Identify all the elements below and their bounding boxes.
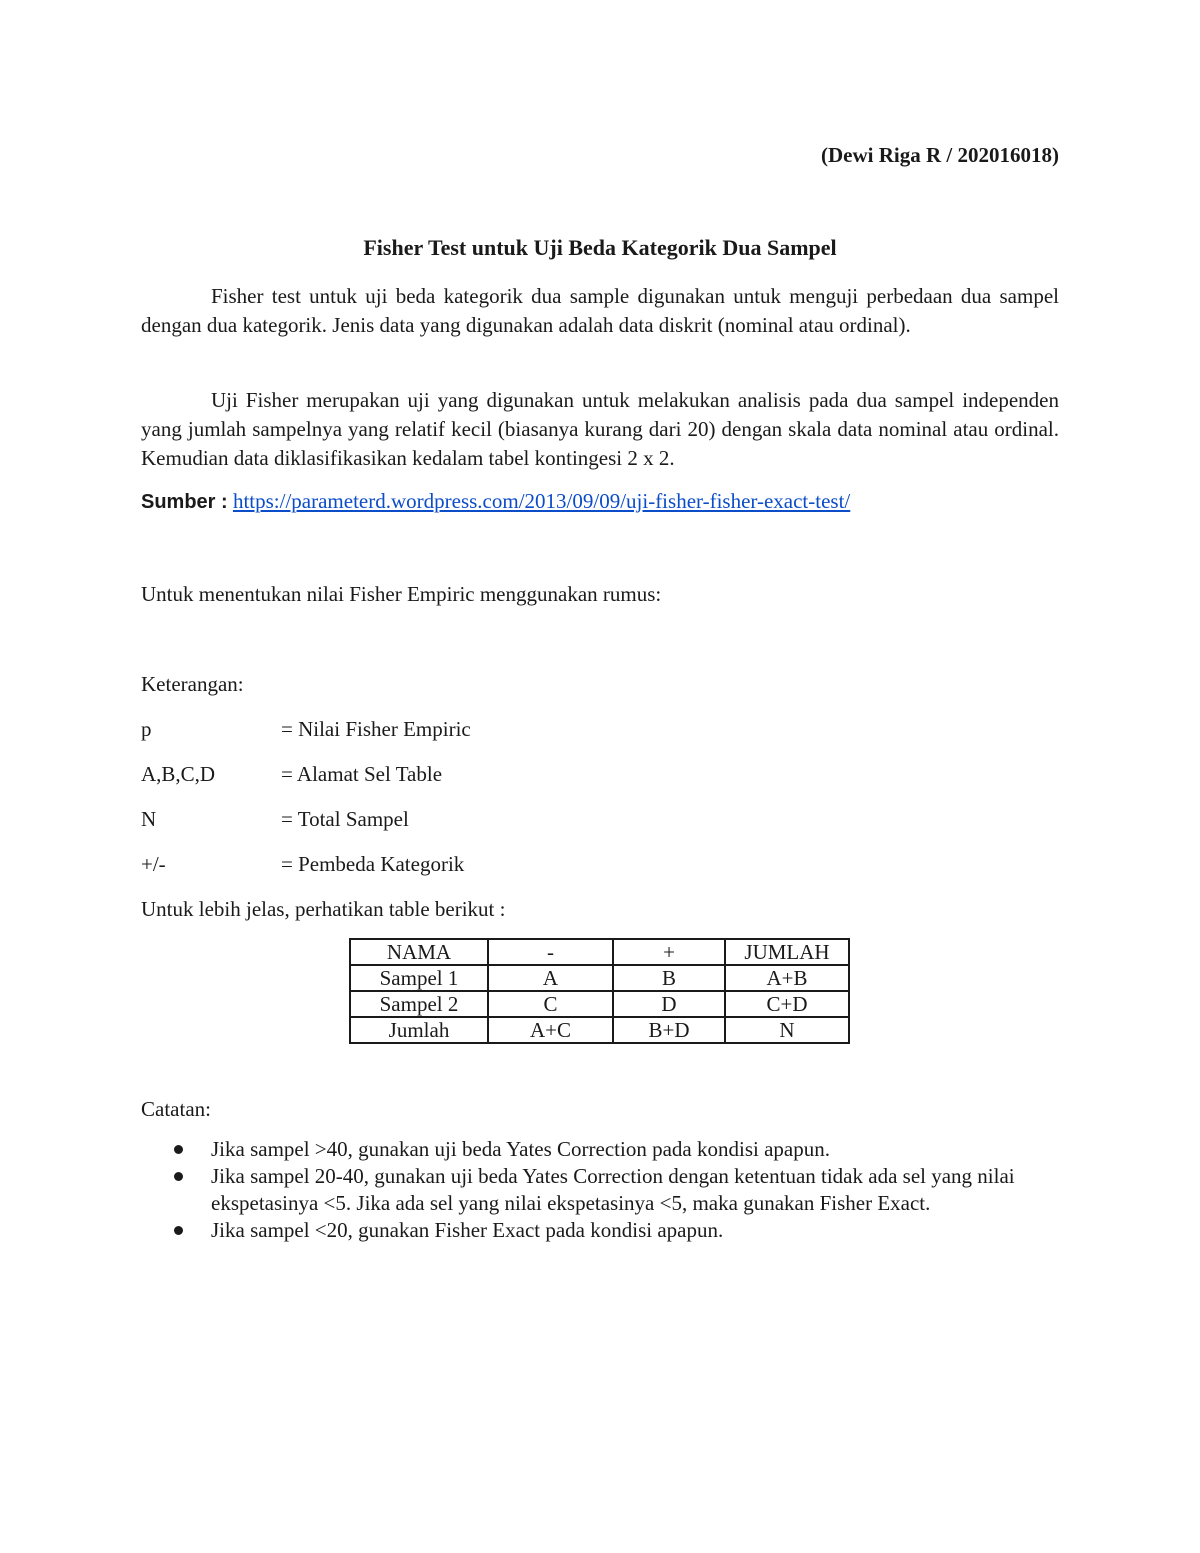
contingency-table (349, 938, 850, 1044)
source-line (141, 489, 850, 514)
table-header-cell: NAMA (350, 939, 488, 965)
catatan-item-text: Jika sampel >40, gunakan uji beda Yates Correction pada kondisi apapun. (211, 1137, 830, 1161)
keterangan-desc: = Total Sampel (281, 807, 409, 831)
table-row (350, 991, 849, 1017)
table-row (350, 1017, 849, 1043)
table-header-cell: JUMLAH (725, 939, 849, 965)
keterangan-symbol: p (141, 717, 152, 741)
keterangan-desc: = Pembeda Kategorik (281, 852, 465, 876)
keterangan-symbol: A,B,C,D (141, 762, 216, 786)
source-link[interactable]: https://parameterd.wordpress.com/2013/09/09/uji-fisher-fisher-exact-test/ (232, 489, 851, 513)
table-cell: B (613, 965, 725, 991)
table-cell: C (488, 991, 613, 1017)
paragraph-intro-text: Fisher test untuk uji beda kategorik dua sample digunakan untuk menguji perbedaan dua sampel dengan dua kategorik. Jenis data yang digunakan adalah data diskrit (nominal atau ordinal). (141, 284, 1059, 337)
table-cell: N (725, 1017, 849, 1043)
table-header-cell: + (613, 939, 725, 965)
catatan-heading: Catatan: (141, 1097, 211, 1121)
catatan-list (141, 1136, 1059, 1244)
keterangan-item (141, 717, 471, 742)
table-row (350, 965, 849, 991)
keterangan-symbol: +/- (141, 852, 166, 876)
paragraph-fisher (141, 386, 1059, 473)
keterangan-desc: = Nilai Fisher Empiric (281, 717, 471, 741)
keterangan-item (141, 852, 464, 877)
paragraph-intro (141, 282, 1059, 340)
bullet-icon (174, 1172, 183, 1181)
catatan-item (141, 1136, 1059, 1163)
table-cell: D (613, 991, 725, 1017)
keterangan-desc: = Alamat Sel Table (281, 762, 443, 786)
keterangan-heading: Keterangan: (141, 672, 244, 696)
document-title: Fisher Test untuk Uji Beda Kategorik Dua Sampel (363, 235, 837, 260)
table-cell: C+D (725, 991, 849, 1017)
catatan-item-text: Jika sampel <20, gunakan Fisher Exact pada kondisi apapun. (211, 1218, 724, 1242)
table-cell: Sampel 1 (350, 965, 488, 991)
keterangan-item (141, 762, 442, 787)
paragraph-fisher-text: Uji Fisher merupakan uji yang digunakan untuk melakukan analisis pada dua sampel independen yang jumlah sampelnya yang relatif kecil (biasanya kurang dari 20) dengan skala data nominal atau ordinal. Kemudian data diklasifikasikan kedalam tabel kontingesi 2 x 2. (141, 388, 1059, 470)
table-cell: Jumlah (350, 1017, 488, 1043)
catatan-item (141, 1163, 1059, 1217)
table-intro: Untuk lebih jelas, perhatikan table berikut : (141, 897, 506, 921)
source-label: Sumber : (141, 491, 228, 513)
table-cell: A (488, 965, 613, 991)
bullet-icon (174, 1145, 183, 1154)
bullet-icon (174, 1226, 183, 1235)
table-header-cell: - (488, 939, 613, 965)
table-cell: B+D (613, 1017, 725, 1043)
catatan-item-text: Jika sampel 20-40, gunakan uji beda Yates Correction dengan ketentuan tidak ada sel yang nilai ekspetasinya <5. Jika ada sel yang nilai ekspetasinya <5, maka gunakan Fisher Exact. (211, 1164, 1015, 1215)
author-line: (Dewi Riga R / 202016018) (821, 143, 1059, 167)
catatan-item (141, 1217, 1059, 1244)
table-cell: A+C (488, 1017, 613, 1043)
table-cell: Sampel 2 (350, 991, 488, 1017)
formula-intro: Untuk menentukan nilai Fisher Empiric menggunakan rumus: (141, 582, 662, 606)
table-cell: A+B (725, 965, 849, 991)
keterangan-item (141, 807, 409, 832)
keterangan-symbol: N (141, 807, 157, 831)
table-header-row (350, 939, 849, 965)
